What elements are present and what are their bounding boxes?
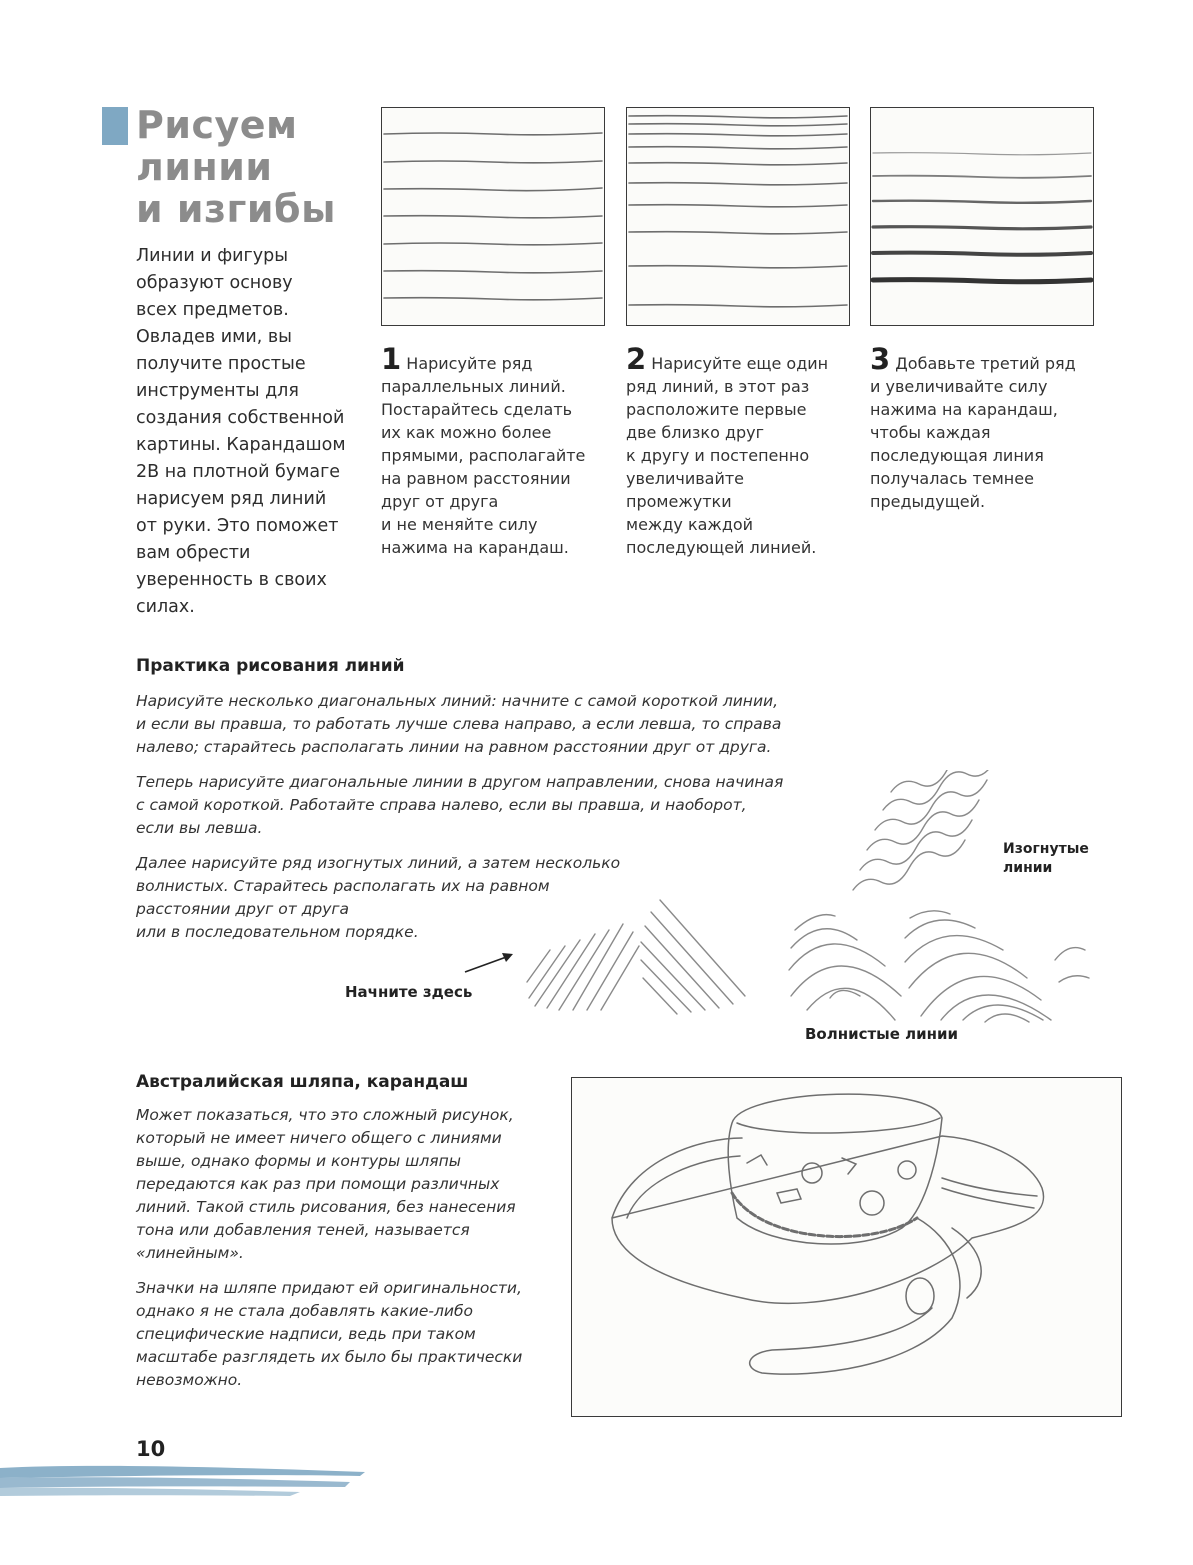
- step-line: параллельных линий.: [381, 377, 566, 396]
- arrow-icon: [465, 953, 513, 972]
- step-line: Нарисуйте еще один: [651, 354, 829, 373]
- parallel-lines-drawing: [382, 108, 604, 325]
- step-line: предыдущей.: [870, 492, 986, 511]
- paragraph-line: или в последовательном порядке.: [136, 923, 419, 941]
- step-line: две близко друг: [626, 423, 765, 442]
- step-line: друг от друга: [381, 492, 499, 511]
- paragraph-line: и если вы правша, то работать лучше слева направо, а если левша, то справа: [136, 715, 782, 733]
- intro-line: картины. Карандашом: [136, 435, 346, 455]
- paragraph-line: выше, однако формы и контуры шляпы: [136, 1152, 461, 1170]
- paragraph-line: линий. Такой стиль рисования, без нанесения: [136, 1198, 516, 1216]
- label-start-here: Начните здесь: [345, 983, 473, 1001]
- paragraph-line: передаются как раз при помощи различных: [136, 1175, 500, 1193]
- pressure-lines-drawing: [871, 108, 1093, 325]
- title-line: Рисуем: [136, 103, 298, 147]
- step-line: последующая линия: [870, 446, 1044, 465]
- step-number: 3: [870, 342, 891, 376]
- page-title: [136, 104, 366, 230]
- diagonal-lines-left: [527, 924, 639, 1010]
- paragraph-line: однако я не стала добавлять какие-либо: [136, 1302, 473, 1320]
- step-1-caption: [381, 342, 606, 559]
- paragraph-line: Значки на шляпе придают ей оригинальности,: [136, 1279, 522, 1297]
- step-line: расположите первые: [626, 400, 807, 419]
- wavy-lines: [789, 911, 1089, 1022]
- hat-section: [136, 1072, 546, 1392]
- label-wavy-lines: Волнистые линии: [805, 1025, 959, 1043]
- step-number: 2: [626, 342, 647, 376]
- step-line: прямыми, располагайте: [381, 446, 586, 465]
- step-line: к другу и постепенно: [626, 446, 810, 465]
- brush-stroke-decoration: [0, 1462, 370, 1500]
- intro-paragraph: [136, 243, 361, 621]
- intro-line: 2B на плотной бумаге: [136, 462, 341, 482]
- label-line: Изогнутые: [1003, 841, 1089, 857]
- hat-illustration-frame: [571, 1077, 1122, 1417]
- intro-line: создания собственной: [136, 408, 345, 428]
- step-line: увеличивайте промежутки: [626, 469, 745, 511]
- step-line: Нарисуйте ряд: [406, 354, 533, 373]
- title-accent-bar: [102, 107, 128, 145]
- practice-drawings: [455, 770, 1095, 1060]
- paragraph-line: «линейным».: [136, 1244, 244, 1262]
- intro-line: силах.: [136, 597, 195, 617]
- step-3-caption: [870, 342, 1095, 513]
- intro-line: всех предметов.: [136, 300, 289, 320]
- paragraph-line: специфические надписи, ведь при таком: [136, 1325, 476, 1343]
- step-line: нажима на карандаш,: [870, 400, 1058, 419]
- step-line: получалась темнее: [870, 469, 1034, 488]
- paragraph-line: который не имеет ничего общего с линиями: [136, 1129, 502, 1147]
- step-line: последующей линией.: [626, 538, 817, 557]
- hat-heading: Австралийская шляпа, карандаш: [136, 1072, 469, 1092]
- step-line: ряд линий, в этот раз: [626, 377, 810, 396]
- intro-line: нарисуем ряд линий: [136, 489, 327, 509]
- spacing-lines-drawing: [627, 108, 849, 325]
- intro-line: Овладев ими, вы: [136, 327, 292, 347]
- step-number: 1: [381, 342, 402, 376]
- intro-line: от руки. Это поможет: [136, 516, 339, 536]
- title-line: линии: [136, 145, 273, 189]
- diagonal-lines-right: [641, 900, 745, 1014]
- step-line: на равном расстоянии: [381, 469, 571, 488]
- paragraph-line: расстоянии друг от друга: [136, 900, 350, 918]
- step-line: нажима на карандаш.: [381, 538, 569, 557]
- hat-paragraph-2: [136, 1277, 546, 1392]
- step-line: и не меняйте силу: [381, 515, 538, 534]
- hat-sketch: [572, 1078, 1121, 1416]
- step-line: Постарайтесь сделать: [381, 400, 573, 419]
- line-panel-2: [626, 107, 850, 326]
- line-panel-1: [381, 107, 605, 326]
- intro-line: вам обрести: [136, 543, 251, 563]
- title-line: и изгибы: [136, 187, 336, 231]
- paragraph-line: Далее нарисуйте ряд изогнутых линий, а затем несколько: [136, 854, 621, 872]
- paragraph-line: Нарисуйте несколько диагональных линий: начните с самой короткой линии,: [136, 692, 779, 710]
- hat-paragraph-1: [136, 1104, 546, 1265]
- paragraph-line: Может показаться, что это сложный рисунок,: [136, 1106, 514, 1124]
- paragraph-line: волнистых. Старайтесь располагать их на равном: [136, 877, 550, 895]
- paragraph-line: Теперь нарисуйте диагональные линии в другом направлении, снова начиная: [136, 773, 784, 791]
- intro-line: инструменты для: [136, 381, 299, 401]
- intro-line: образуют основу: [136, 273, 293, 293]
- page-number: 10: [136, 1437, 166, 1461]
- step-line: Добавьте третий ряд: [895, 354, 1076, 373]
- paragraph-line: масштабе разглядеть их было бы практически: [136, 1348, 523, 1366]
- line-panel-3: [870, 107, 1094, 326]
- intro-line: Линии и фигуры: [136, 246, 289, 266]
- step-line: чтобы каждая: [870, 423, 991, 442]
- label-curved-lines: [1003, 840, 1089, 878]
- intro-line: получите простые: [136, 354, 306, 374]
- label-line: линии: [1003, 860, 1053, 876]
- step-line: между каждой: [626, 515, 754, 534]
- practice-heading: Практика рисования линий: [136, 656, 405, 676]
- step-2-caption: [626, 342, 851, 559]
- paragraph-line: с самой короткой. Работайте справа налево, если вы правша, и наоборот,: [136, 796, 747, 814]
- paragraph-line: налево; старайтесь располагать линии на равном расстоянии друг от друга.: [136, 738, 772, 756]
- paragraph-line: если вы левша.: [136, 819, 263, 837]
- intro-line: уверенность в своих: [136, 570, 327, 590]
- practice-paragraph-1: [136, 690, 836, 759]
- step-line: и увеличивайте силу: [870, 377, 1048, 396]
- step-line: их как можно более: [381, 423, 552, 442]
- paragraph-line: невозможно.: [136, 1371, 243, 1389]
- paragraph-line: тона или добавления теней, называется: [136, 1221, 470, 1239]
- curved-lines: [853, 770, 995, 890]
